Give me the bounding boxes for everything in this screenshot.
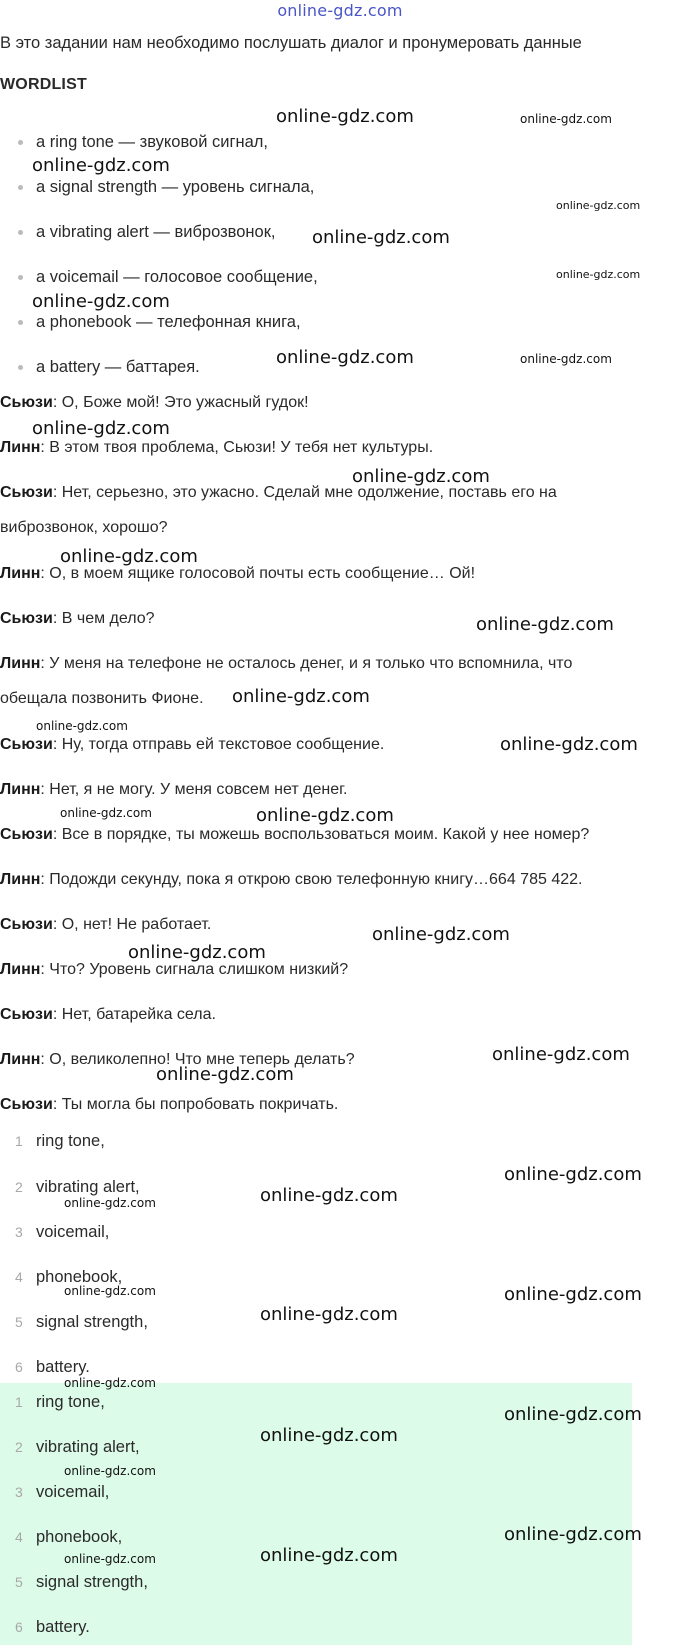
- item-text: signal strength,: [36, 1313, 148, 1331]
- speaker-name: Линн: [0, 655, 41, 672]
- watermark: online-gdz.com: [64, 1464, 156, 1478]
- dialogue-line: [0, 1094, 338, 1116]
- item-text: voicemail,: [36, 1223, 110, 1241]
- watermark: online-gdz.com: [256, 805, 394, 826]
- line-text: : У меня на телефоне не осталось денег, и я только что вспомнила, что: [40, 655, 573, 672]
- dialogue-line: [0, 1004, 216, 1026]
- line-text: : О, нет! Не работает.: [52, 916, 212, 933]
- wordlist-item-text: a battery — баттарея.: [36, 358, 200, 376]
- bullet-icon: [18, 320, 23, 325]
- watermark: online-gdz.com: [276, 106, 414, 127]
- watermark: online-gdz.com: [276, 347, 414, 368]
- watermark: online-gdz.com: [60, 806, 152, 820]
- watermark: online-gdz.com: [556, 199, 641, 212]
- watermark: online-gdz.com: [260, 1545, 398, 1566]
- wordlist-item-text: a ring tone — звуковой сигнал,: [36, 133, 268, 151]
- watermark: online-gdz.com: [504, 1524, 642, 1545]
- item-number: 4: [15, 1269, 23, 1285]
- speaker-name: Линн: [0, 961, 41, 978]
- watermark: online-gdz.com: [520, 112, 612, 126]
- item-number: 3: [15, 1484, 23, 1500]
- watermark: online-gdz.com: [32, 291, 170, 312]
- line-text: : Подожди секунду, пока я открою свою телефонную книгу…664 785 422.: [40, 871, 583, 888]
- speaker-name: Сьюзи: [0, 1006, 53, 1023]
- speaker-name: Сьюзи: [0, 1096, 53, 1113]
- watermark: online-gdz.com: [352, 466, 490, 487]
- dialogue-line: [0, 437, 433, 459]
- bullet-icon: [18, 140, 23, 145]
- item-number: 5: [15, 1574, 23, 1590]
- watermark: online-gdz.com: [64, 1552, 156, 1566]
- item-number: 1: [15, 1133, 23, 1149]
- watermark: online-gdz.com: [64, 1376, 156, 1390]
- dialogue-line: [0, 869, 582, 891]
- line-text: : Нет, серьезно, это ужасно. Сделай мне одолжение, поставь его на: [52, 484, 557, 501]
- watermark: online-gdz.com: [372, 924, 510, 945]
- line-text: : Ну, тогда отправь ей текстовое сообщение.: [52, 736, 385, 753]
- dialogue-line-continuation: виброзвонок, хорошо?: [0, 519, 168, 536]
- watermark: online-gdz.com: [500, 734, 638, 755]
- bullet-icon: [18, 230, 23, 235]
- watermark: online-gdz.com: [64, 1284, 156, 1298]
- speaker-name: Линн: [0, 439, 41, 456]
- wordlist-heading: WORDLIST: [0, 76, 87, 93]
- speaker-name: Линн: [0, 1051, 41, 1068]
- item-text: battery.: [36, 1358, 90, 1376]
- bullet-icon: [18, 185, 23, 190]
- watermark: online-gdz.com: [556, 268, 641, 281]
- item-number: 5: [15, 1314, 23, 1330]
- line-text: : О, в моем ящике голосовой почты есть сообщение… Ой!: [40, 565, 476, 582]
- item-text: phonebook,: [36, 1268, 123, 1286]
- item-text: voicemail,: [36, 1483, 110, 1501]
- item-text: battery.: [36, 1618, 90, 1636]
- line-text: : Нет, я не могу. У меня совсем нет денег.: [40, 781, 348, 798]
- site-logo[interactable]: online-gdz.com: [277, 1, 403, 20]
- dialogue-line: [0, 392, 309, 414]
- item-number: 6: [15, 1619, 23, 1635]
- item-number: 2: [15, 1179, 23, 1195]
- item-text: ring tone,: [36, 1132, 105, 1150]
- watermark: online-gdz.com: [492, 1044, 630, 1065]
- item-number: 3: [15, 1224, 23, 1240]
- line-text: : Что? Уровень сигнала слишком низкий?: [40, 961, 349, 978]
- item-text: vibrating alert,: [36, 1438, 140, 1456]
- dialogue-line: [0, 734, 384, 756]
- bullet-icon: [18, 275, 23, 280]
- watermark: online-gdz.com: [476, 614, 614, 635]
- dialogue-line: [0, 779, 347, 801]
- dialogue-line: [0, 653, 572, 675]
- bullet-icon: [18, 365, 23, 370]
- item-text: ring tone,: [36, 1393, 105, 1411]
- dialogue-line: [0, 824, 589, 846]
- watermark: online-gdz.com: [260, 1425, 398, 1446]
- wordlist-item-text: a vibrating alert — виброзвонок,: [36, 223, 276, 241]
- watermark: online-gdz.com: [36, 719, 128, 733]
- line-text: : Все в порядке, ты можешь воспользоваться моим. Какой у нее номер?: [52, 826, 590, 843]
- watermark: online-gdz.com: [312, 227, 450, 248]
- dialogue-line: [0, 608, 155, 630]
- speaker-name: Сьюзи: [0, 484, 53, 501]
- wordlist-item-text: a voicemail — голосовое сообщение,: [36, 268, 318, 286]
- watermark: online-gdz.com: [260, 1185, 398, 1206]
- speaker-name: Линн: [0, 781, 41, 798]
- watermark: online-gdz.com: [504, 1404, 642, 1425]
- watermark: online-gdz.com: [32, 155, 170, 176]
- line-text: : В этом твоя проблема, Сьюзи! У тебя нет культуры.: [40, 439, 434, 456]
- watermark: online-gdz.com: [32, 418, 170, 439]
- watermark: online-gdz.com: [504, 1164, 642, 1185]
- watermark: online-gdz.com: [64, 1196, 156, 1210]
- watermark: online-gdz.com: [260, 1304, 398, 1325]
- speaker-name: Сьюзи: [0, 736, 53, 753]
- watermark: online-gdz.com: [232, 686, 370, 707]
- dialogue-line: [0, 914, 211, 936]
- wordlist-item-text: a signal strength — уровень сигнала,: [36, 178, 315, 196]
- item-number: 6: [15, 1359, 23, 1375]
- line-text: : В чем дело?: [52, 610, 155, 627]
- speaker-name: Сьюзи: [0, 394, 53, 411]
- watermark: online-gdz.com: [128, 942, 266, 963]
- dialogue-line-continuation: обещала позвонить Фионе.: [0, 690, 204, 707]
- line-text: : О, великолепно! Что мне теперь делать?: [40, 1051, 355, 1068]
- line-text: : Нет, батарейка села.: [52, 1006, 216, 1023]
- item-number: 2: [15, 1439, 23, 1455]
- speaker-name: Сьюзи: [0, 916, 53, 933]
- watermark: online-gdz.com: [60, 546, 198, 567]
- item-text: phonebook,: [36, 1528, 123, 1546]
- item-text: vibrating alert,: [36, 1178, 140, 1196]
- item-number: 4: [15, 1529, 23, 1545]
- intro-text: В это задании нам необходимо послушать диалог и пронумеровать данные: [0, 34, 582, 52]
- speaker-name: Сьюзи: [0, 826, 53, 843]
- watermark: online-gdz.com: [504, 1284, 642, 1305]
- speaker-name: Линн: [0, 871, 41, 888]
- watermark: online-gdz.com: [520, 352, 612, 366]
- speaker-name: Сьюзи: [0, 610, 53, 627]
- item-text: signal strength,: [36, 1573, 148, 1591]
- line-text: : Ты могла бы попробовать покричать.: [52, 1096, 339, 1113]
- wordlist-item-text: a phonebook — телефонная книга,: [36, 313, 301, 331]
- line-text: : О, Боже мой! Это ужасный гудок!: [52, 394, 309, 411]
- speaker-name: Линн: [0, 565, 41, 582]
- watermark: online-gdz.com: [156, 1064, 294, 1085]
- item-number: 1: [15, 1394, 23, 1410]
